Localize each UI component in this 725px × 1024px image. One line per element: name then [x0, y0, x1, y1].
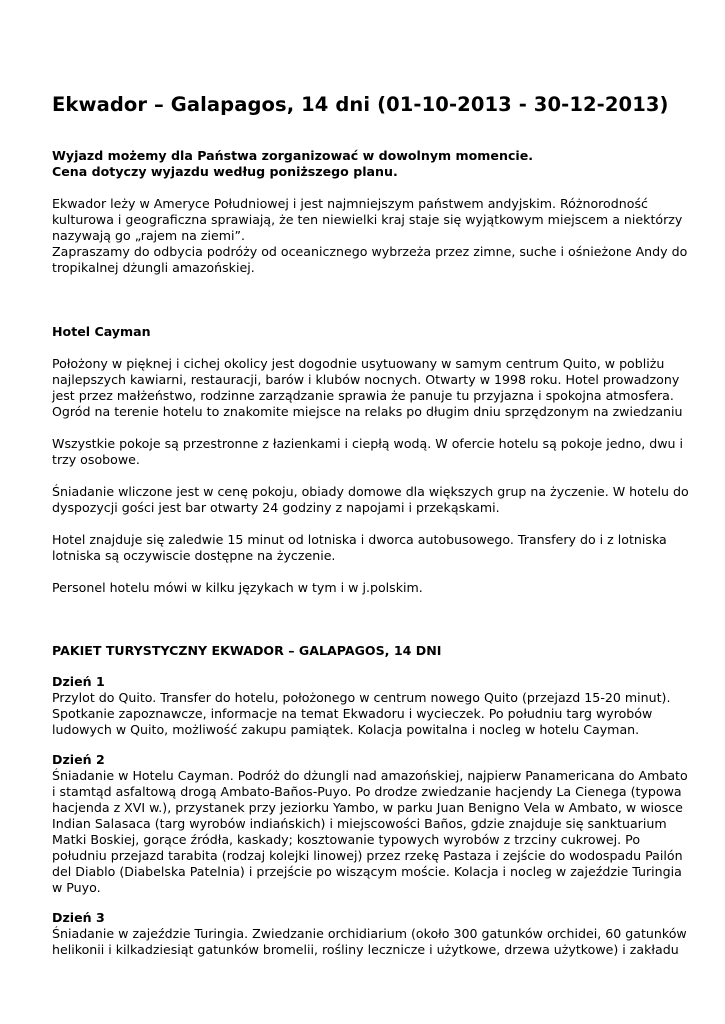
day-line: Matki Boskiej, gorące źródła, kaskady; kosztowanie typowych wyrobów z trzciny cukrowej. Po [52, 832, 641, 847]
intro-paragraph [52, 196, 688, 276]
hotel-line: Śniadanie wliczone jest w cenę pokoju, obiady domowe dla większych grup na życzenie. W hotelu do [52, 484, 689, 499]
hotel-line: trzy osobowe. [52, 452, 140, 467]
intro-line: Zapraszamy do odbycia podróży od oceanicznego wybrzeża przez zimne, suche i ośnieżone Andy do [52, 244, 688, 259]
day-title: Dzień 2 [52, 752, 105, 767]
hotel-line: dyspozycji gości jest bar otwarty 24 godziny z napojami i przekąskami. [52, 500, 500, 515]
hotel-line: lotniska są oczywiscie dostępne na życzenie. [52, 548, 336, 563]
intro-line: tropikalnej dżungli amazońskiej. [52, 260, 255, 275]
day-line: ludowych w Quito, możliwość zakupu pamiątek. Kolacja powitalna i nocleg w hotelu Cayman. [52, 722, 640, 737]
day-line: Śniadanie w Hotelu Cayman. Podróż do dżungli nad amazońskiej, najpierw Panamericana do Ambato [52, 768, 688, 783]
document-page [52, 92, 689, 958]
day-section [52, 910, 687, 958]
hotel-line: Hotel znajduje się zaledwie 15 minut od lotniska i dworca autobusowego. Transfery do i z lotniska [52, 532, 667, 547]
intro-line: Ekwador leży w Ameryce Południowej i jest najmniejszym państwem andyjskim. Różnorodność [52, 196, 648, 211]
day-line: i stamtąd asfaltową drogą Ambato-Baños-Puyo. Po drodze zwiedzanie hacjendy La Cienega (typowa [52, 784, 682, 799]
hotel-line: Wszystkie pokoje są przestronne z łazienkami i ciepłą wodą. W ofercie hotelu są pokoje jedno, dwu i [52, 436, 684, 451]
hotel-paragraph-location [52, 356, 683, 420]
day-section [52, 752, 688, 896]
day-line: południu przejazd tarabita (rodzaj kolejki linowej) przez rzekę Pastaza i zejście do wodospadu Pailón [52, 848, 683, 863]
hotel-heading: Hotel Cayman [52, 324, 151, 339]
day-line: hacjenda z XVI w.), przystanek przy jeziorku Yambo, w parku Juan Benigno Vela w Ambato, w wiosce [52, 800, 683, 815]
hotel-paragraph-staff [52, 580, 677, 596]
hotel-paragraph-rooms [52, 436, 684, 468]
day-line: Spotkanie zapoznawcze, informacje na temat Ekwadoru i wycieczek. Po południu targ wyrobów [52, 706, 653, 721]
day-description [52, 690, 677, 738]
day-section [52, 674, 677, 738]
day-title: Dzień 1 [52, 674, 105, 689]
package-heading: PAKIET TURYSTYCZNY EKWADOR – GALAPAGOS, 14 DNI [52, 643, 442, 658]
document-title: Ekwador – Galapagos, 14 dni (01-10-2013 - 30-12-2013) [52, 93, 669, 116]
intro-line: kulturowa i geograficzna sprawiają, że ten niewielki kraj staje się wyjątkowym miejscem a niektórzy [52, 212, 683, 227]
hotel-paragraph-breakfast [52, 484, 689, 516]
day-line: w Puyo. [52, 880, 101, 895]
hotel-line: Ogród na terenie hotelu to znakomite miejsce na relaks po długim dniu sprzędzonym na zwiedzaniu [52, 404, 683, 419]
day-line: Indian Salasaca (targ wyrobów indiańskich) i miejscowości Baños, gdzie znajduje się sanktuarium [52, 816, 667, 831]
intro-line: nazywają go „rajem na ziemi”. [52, 228, 246, 243]
day-line: Śniadanie w zajeździe Turingia. Zwiedzanie orchidiarium (około 300 gatunków orchidei, 60 gatunków [52, 926, 687, 941]
intro-bold-line: Cena dotyczy wyjazdu według poniższego planu. [52, 164, 398, 179]
day-line: del Diablo (Diabelska Patelnia) i przejście po wiszącym moście. Kolacja i nocleg w zajeździe Turingia [52, 864, 682, 879]
day-description [52, 926, 687, 958]
hotel-line: Personel hotelu mówi w kilku językach w tym i w j.polskim. [52, 580, 423, 595]
hotel-line: Położony w pięknej i cichej okolicy jest dogodnie usytuowany w samym centrum Quito, w pobliżu [52, 356, 665, 371]
intro-bold-line: Wyjazd możemy dla Państwa zorganizować w dowolnym momencie. [52, 148, 534, 163]
hotel-paragraph-transfers [52, 532, 677, 564]
hotel-line: jest przez małżeństwo, rodzinne zarządzanie sprawia że panuje tu przyjazna i spokojna atmosfera. [52, 388, 674, 403]
day-line: helikonii i kilkadziesiąt gatunków bromelii, rośliny lecznicze i użytkowe, drzewa użytkowe) i zakładu [52, 942, 679, 957]
day-description [52, 768, 688, 896]
day-title: Dzień 3 [52, 910, 105, 925]
day-line: Przylot do Quito. Transfer do hotelu, położonego w centrum nowego Quito (przejazd 15-20 minut). [52, 690, 671, 705]
intro-bold-block [52, 148, 677, 180]
hotel-line: najlepszych kawiarni, restauracji, barów i klubów nocnych. Otwarty w 1998 roku. Hotel prowadzony [52, 372, 680, 387]
